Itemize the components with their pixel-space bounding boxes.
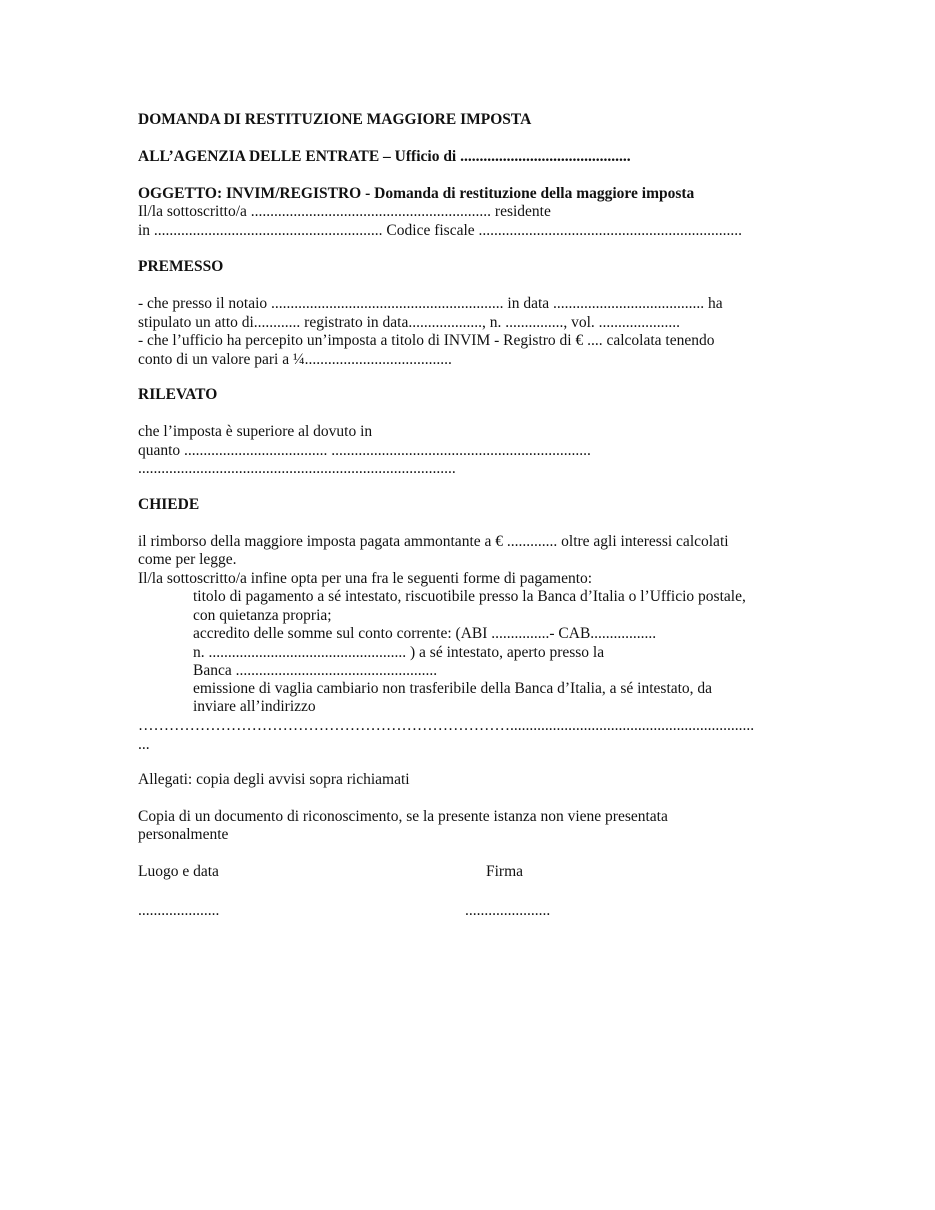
premesso-line: - che l’ufficio ha percepito un’imposta a titolo di INVIM - Registro di € .... calcolata tenendo (138, 332, 715, 349)
payment-option-line: Banca .................................................... (193, 662, 438, 679)
intro-line: Il/la sottoscritto/a .............................................................. residente (138, 203, 551, 220)
payment-option-line: emissione di vaglia cambiario non trasferibile della Banca d’Italia, a sé intestato, da (193, 680, 713, 697)
payment-option-line: titolo di pagamento a sé intestato, riscuotibile presso la Banca d’Italia o l’Ufficio postale, (193, 588, 746, 605)
allegati-line: Allegati: copia degli avvisi sopra richiamati (138, 771, 410, 788)
chiede-line: come per legge. (138, 551, 237, 568)
document-title: DOMANDA DI RESTITUZIONE MAGGIORE IMPOSTA (138, 111, 532, 128)
premesso-heading: PREMESSO (138, 258, 224, 275)
chiede-line: Il/la sottoscritto/a infine opta per una fra le seguenti forme di pagamento: (138, 570, 593, 587)
rilevato-line: che l’imposta è superiore al dovuto in (138, 423, 373, 440)
payment-option-line: con quietanza propria; (193, 607, 332, 624)
address-line: ………………………………………………………………............................................................... (138, 717, 755, 734)
payment-option-line: accredito delle somme sul conto corrente: (ABI ...............- CAB................. (193, 625, 657, 642)
addressee-line: ALL’AGENZIA DELLE ENTRATE – Ufficio di ............................................ (138, 148, 631, 165)
place-date-blank: ..................... (138, 902, 220, 919)
rilevato-line: .................................................................................. (138, 460, 456, 477)
address-line: ... (138, 736, 150, 753)
signature-label: Firma (486, 863, 524, 880)
intro-line: in ........................................................... Codice fiscale .................................................................... (138, 222, 743, 239)
chiede-line: il rimborso della maggiore imposta pagata ammontante a € ............. oltre agli interessi calcolati (138, 533, 729, 550)
signature-blank: ...................... (465, 902, 551, 919)
premesso-line: - che presso il notaio ............................................................ in data ....................................... ha (138, 295, 723, 312)
rilevato-heading: RILEVATO (138, 386, 218, 403)
payment-option-line: inviare all’indirizzo (193, 698, 316, 715)
chiede-heading: CHIEDE (138, 496, 200, 513)
premesso-line: stipulato un atto di............ registrato in data..................., n. ..............., vol. ..................... (138, 314, 681, 331)
rilevato-line: quanto ..................................... ................................................................... (138, 442, 591, 459)
place-date-label: Luogo e data (138, 863, 219, 880)
premesso-line: conto di un valore pari a ¼...................................... (138, 351, 452, 368)
copia-line: personalmente (138, 826, 229, 843)
subject-line: OGGETTO: INVIM/REGISTRO - Domanda di restituzione della maggiore imposta (138, 185, 695, 202)
copia-line: Copia di un documento di riconoscimento, se la presente istanza non viene presentata (138, 808, 668, 825)
payment-option-line: n. ................................................... ) a sé intestato, aperto presso la (193, 644, 605, 661)
